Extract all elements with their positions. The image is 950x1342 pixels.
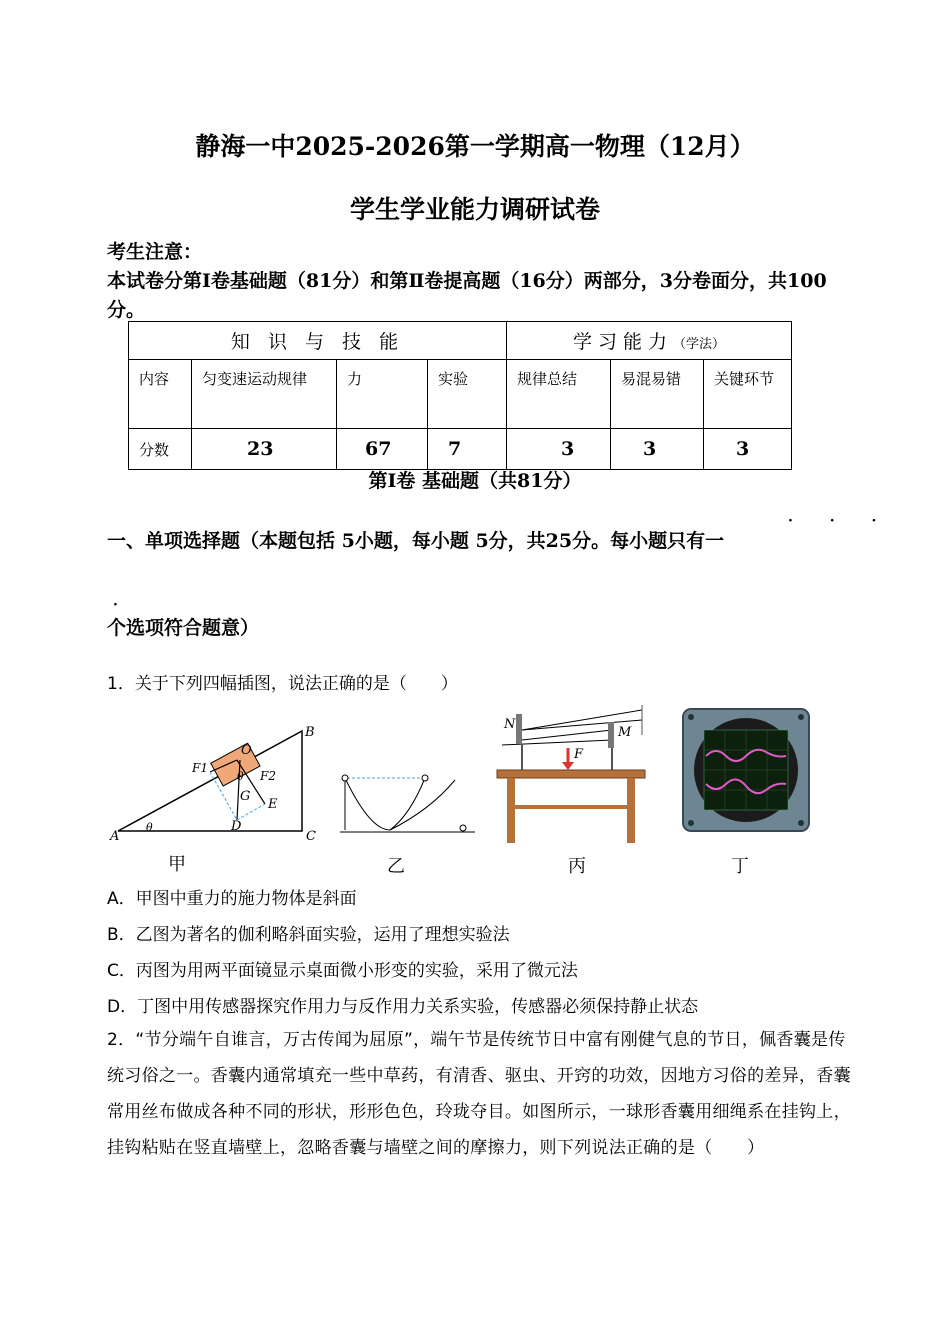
label-M: M bbox=[618, 725, 632, 740]
table-col-header: 易混易错 bbox=[611, 360, 704, 429]
table-score-cell: 67 bbox=[337, 429, 428, 470]
table-score-cell: 3 bbox=[704, 429, 792, 470]
label-theta-2: θ bbox=[146, 821, 153, 834]
notice-heading: 考生注意： bbox=[107, 241, 203, 263]
figure-yi-slopes bbox=[335, 770, 480, 835]
table-score-cell: 3 bbox=[611, 429, 704, 470]
q1-option-c: C．丙图为用两平面镜显示桌面微小形变的实验，采用了微元法 bbox=[107, 961, 578, 981]
table-group-ability: 学习能力（学法） bbox=[507, 322, 792, 360]
part1-heading: 第Ⅰ卷 基础题（共81分） bbox=[368, 470, 582, 492]
caption-yi: 乙 bbox=[387, 856, 405, 877]
q1-option-b: B．乙图为著名的伽利略斜面实验，运用了理想实验法 bbox=[107, 925, 510, 945]
figure-jia-incline bbox=[100, 718, 330, 848]
label-D: D bbox=[231, 819, 242, 834]
label-F: F bbox=[574, 747, 584, 762]
section1-heading-cont: 个选项符合题意） bbox=[107, 617, 260, 639]
table-col-header: 匀变速运动规律 bbox=[192, 360, 337, 429]
label-E: E bbox=[268, 797, 278, 812]
notice-body: 本试卷分第Ⅰ卷基础题（81分）和第Ⅱ卷提高题（16分）两部分，3分卷面分，共100分。 bbox=[107, 270, 827, 321]
caption-jia: 甲 bbox=[168, 854, 186, 875]
caption-ding: 丁 bbox=[731, 856, 749, 877]
label-B: B bbox=[305, 725, 315, 740]
table-col-header: 关键环节 bbox=[704, 360, 792, 429]
table-score-cell: 3 bbox=[507, 429, 611, 470]
table-col-header: 规律总结 bbox=[507, 360, 611, 429]
label-N: N bbox=[504, 717, 516, 732]
section1-heading: 一、单项选择题（本题包括 5小题，每小题 5分，共25分。每小题只有一 bbox=[107, 530, 725, 552]
caption-bing: 丙 bbox=[568, 856, 586, 877]
label-C: C bbox=[306, 829, 316, 844]
score-table bbox=[128, 321, 792, 470]
label-O: O bbox=[241, 743, 252, 758]
exam-subtitle: 学生学业能力调研试卷 bbox=[349, 195, 600, 224]
table-score-cell: 23 bbox=[192, 429, 337, 470]
emphasis-dot: · bbox=[113, 597, 118, 613]
question-2-stem: 2．“节分端午自谁言，万古传闻为屈原”，端午节是传统节日中富有刚健气息的节日，佩香囊是传统习俗之一。香囊内通常填充一些中草药，有清香、驱虫、开窍的功效，因地方习俗的差异，香囊常用丝布做成各种不同的形状，形形色色，玲珑夺目。如图所示，一球形香囊用细绳系在挂钩上，挂钩粘贴在竖直墙壁上，忽略香囊与墙壁之间的摩擦力，则下列说法正确的是（ ） bbox=[107, 1030, 851, 1158]
question-1-stem: 1．关于下列四幅插图，说法正确的是（ ） bbox=[107, 674, 458, 694]
table-group-knowledge: 知 识 与 技 能 bbox=[129, 322, 507, 360]
q1-option-a: A．甲图中重力的施力物体是斜面 bbox=[107, 889, 357, 909]
table-row-label-content: 内容 bbox=[129, 360, 192, 429]
label-F2: F2 bbox=[260, 769, 276, 783]
table-score-cell: 7 bbox=[428, 429, 507, 470]
label-A: A bbox=[110, 829, 120, 844]
label-theta-1: θ bbox=[237, 770, 244, 783]
table-col-header: 实验 bbox=[428, 360, 507, 429]
q1-option-d: D．丁图中用传感器探究作用力与反作用力关系实验，传感器必须保持静止状态 bbox=[107, 997, 699, 1017]
label-F1: F1 bbox=[192, 761, 208, 775]
label-G: G bbox=[240, 789, 251, 804]
figure-ding-screen bbox=[682, 708, 810, 832]
exam-title: 静海一中2025-2026第一学期高一物理（12月） bbox=[195, 132, 755, 161]
table-row-label-score: 分数 bbox=[129, 429, 192, 470]
emphasis-dots: · · · bbox=[788, 513, 893, 529]
table-col-header: 力 bbox=[337, 360, 428, 429]
figure-bing-table bbox=[492, 700, 652, 850]
